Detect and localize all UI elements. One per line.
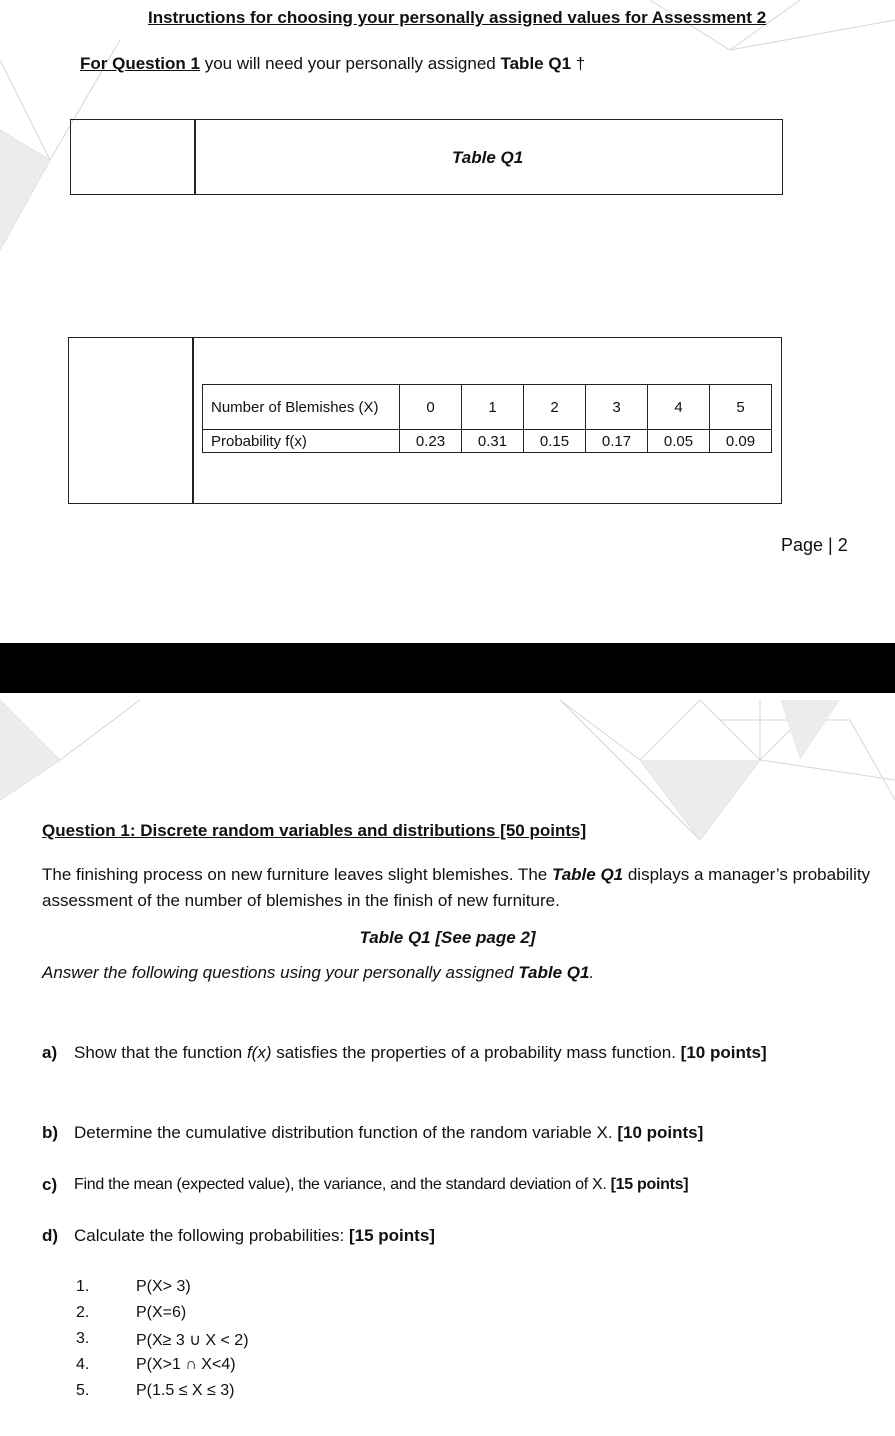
caption-box-left xyxy=(70,119,196,195)
row-label-probability: Probability f(x) xyxy=(203,430,400,453)
probability-expression: P(X>1 ∩ X<4) xyxy=(136,1356,236,1373)
item-text-part: Calculate the following probabilities: xyxy=(74,1226,349,1245)
list-number: 4. xyxy=(76,1356,90,1373)
x-value: 4 xyxy=(648,385,710,430)
item-text xyxy=(74,1172,688,1198)
page-divider-bar xyxy=(0,643,895,693)
question1-intro xyxy=(80,54,585,74)
probability-expression: P(1.5 ≤ X ≤ 3) xyxy=(136,1382,235,1399)
x-value: 5 xyxy=(710,385,772,430)
list-number: 3. xyxy=(76,1330,90,1347)
item-letter: a) xyxy=(42,1043,58,1062)
question-title: Question 1: Discrete random variables and distributions [50 points] xyxy=(42,821,587,840)
question-item-a xyxy=(42,1040,862,1092)
probability-expression: P(X=6) xyxy=(136,1304,187,1321)
answer-end: . xyxy=(589,963,595,982)
item-points: [15 points] xyxy=(349,1226,435,1245)
probability-table xyxy=(202,384,772,453)
probability-expression: P(X≥ 3 ∪ X < 2) xyxy=(136,1332,249,1349)
answer-instruction xyxy=(42,963,594,983)
table-caption: Table Q1 xyxy=(452,148,524,167)
instructions-header: Instructions for choosing your personally assigned values for Assessment 2 xyxy=(148,8,767,27)
item-letter: b) xyxy=(42,1123,59,1142)
fx-term: f(x) xyxy=(246,1043,272,1062)
intro-text: you will need your personally assigned xyxy=(199,54,501,73)
x-value: 3 xyxy=(586,385,648,430)
item-text xyxy=(74,1040,862,1066)
table-q1-ref: Table Q1 xyxy=(551,865,624,884)
probability-value: 0.05 xyxy=(648,430,710,453)
item-points: [10 points] xyxy=(617,1123,704,1142)
table-row-probability xyxy=(203,430,772,453)
answer-text: Answer the following questions using your personally assigned xyxy=(42,963,519,982)
paragraph-text: displays a manager’s probability assessment of the number of blemishes in the finish of new furniture. xyxy=(42,865,871,910)
probability-expression: P(X> 3) xyxy=(136,1278,191,1295)
paragraph-text: The finishing process on new furniture leaves slight blemishes. The xyxy=(42,865,552,884)
item-text-part: satisfies the properties of a probability mass function. xyxy=(271,1043,681,1062)
item-text-part: Find the mean (expected value), the variance, and the standard deviation of X. xyxy=(74,1176,611,1193)
item-text-part: Determine the cumulative distribution function of the random variable X. xyxy=(74,1123,618,1142)
probability-value: 0.09 xyxy=(710,430,772,453)
probability-value: 0.31 xyxy=(462,430,524,453)
item-points: [10 points] xyxy=(680,1043,767,1062)
x-value: 2 xyxy=(524,385,586,430)
item-text-part: Show that the function xyxy=(74,1043,247,1062)
row-label-x: Number of Blemishes (X) xyxy=(203,385,400,430)
item-points: [15 points] xyxy=(610,1176,689,1193)
list-number: 5. xyxy=(76,1382,90,1399)
question-item-d xyxy=(42,1223,862,1249)
probability-value: 0.15 xyxy=(524,430,586,453)
table-caption-reference: Table Q1 [See page 2] xyxy=(359,928,536,947)
table-q1-ref: Table Q1 xyxy=(518,963,590,982)
item-text xyxy=(74,1120,703,1146)
x-value: 1 xyxy=(462,385,524,430)
item-letter: d) xyxy=(42,1226,59,1245)
x-value: 0 xyxy=(400,385,462,430)
question1-label: For Question 1 xyxy=(80,54,200,73)
question-item-c xyxy=(42,1172,862,1198)
question-item-b xyxy=(42,1120,862,1146)
dagger-mark: † xyxy=(571,54,586,73)
question-paragraph xyxy=(42,862,872,914)
list-number: 1. xyxy=(76,1278,90,1295)
item-letter: c) xyxy=(42,1175,58,1194)
item-text xyxy=(74,1223,435,1249)
list-number: 2. xyxy=(76,1304,90,1321)
table-frame-left xyxy=(68,337,194,504)
table-row-x xyxy=(203,385,772,430)
probability-value: 0.23 xyxy=(400,430,462,453)
probability-value: 0.17 xyxy=(586,430,648,453)
page-number: Page | 2 xyxy=(781,535,848,555)
table-q1-ref: Table Q1 xyxy=(500,54,572,73)
